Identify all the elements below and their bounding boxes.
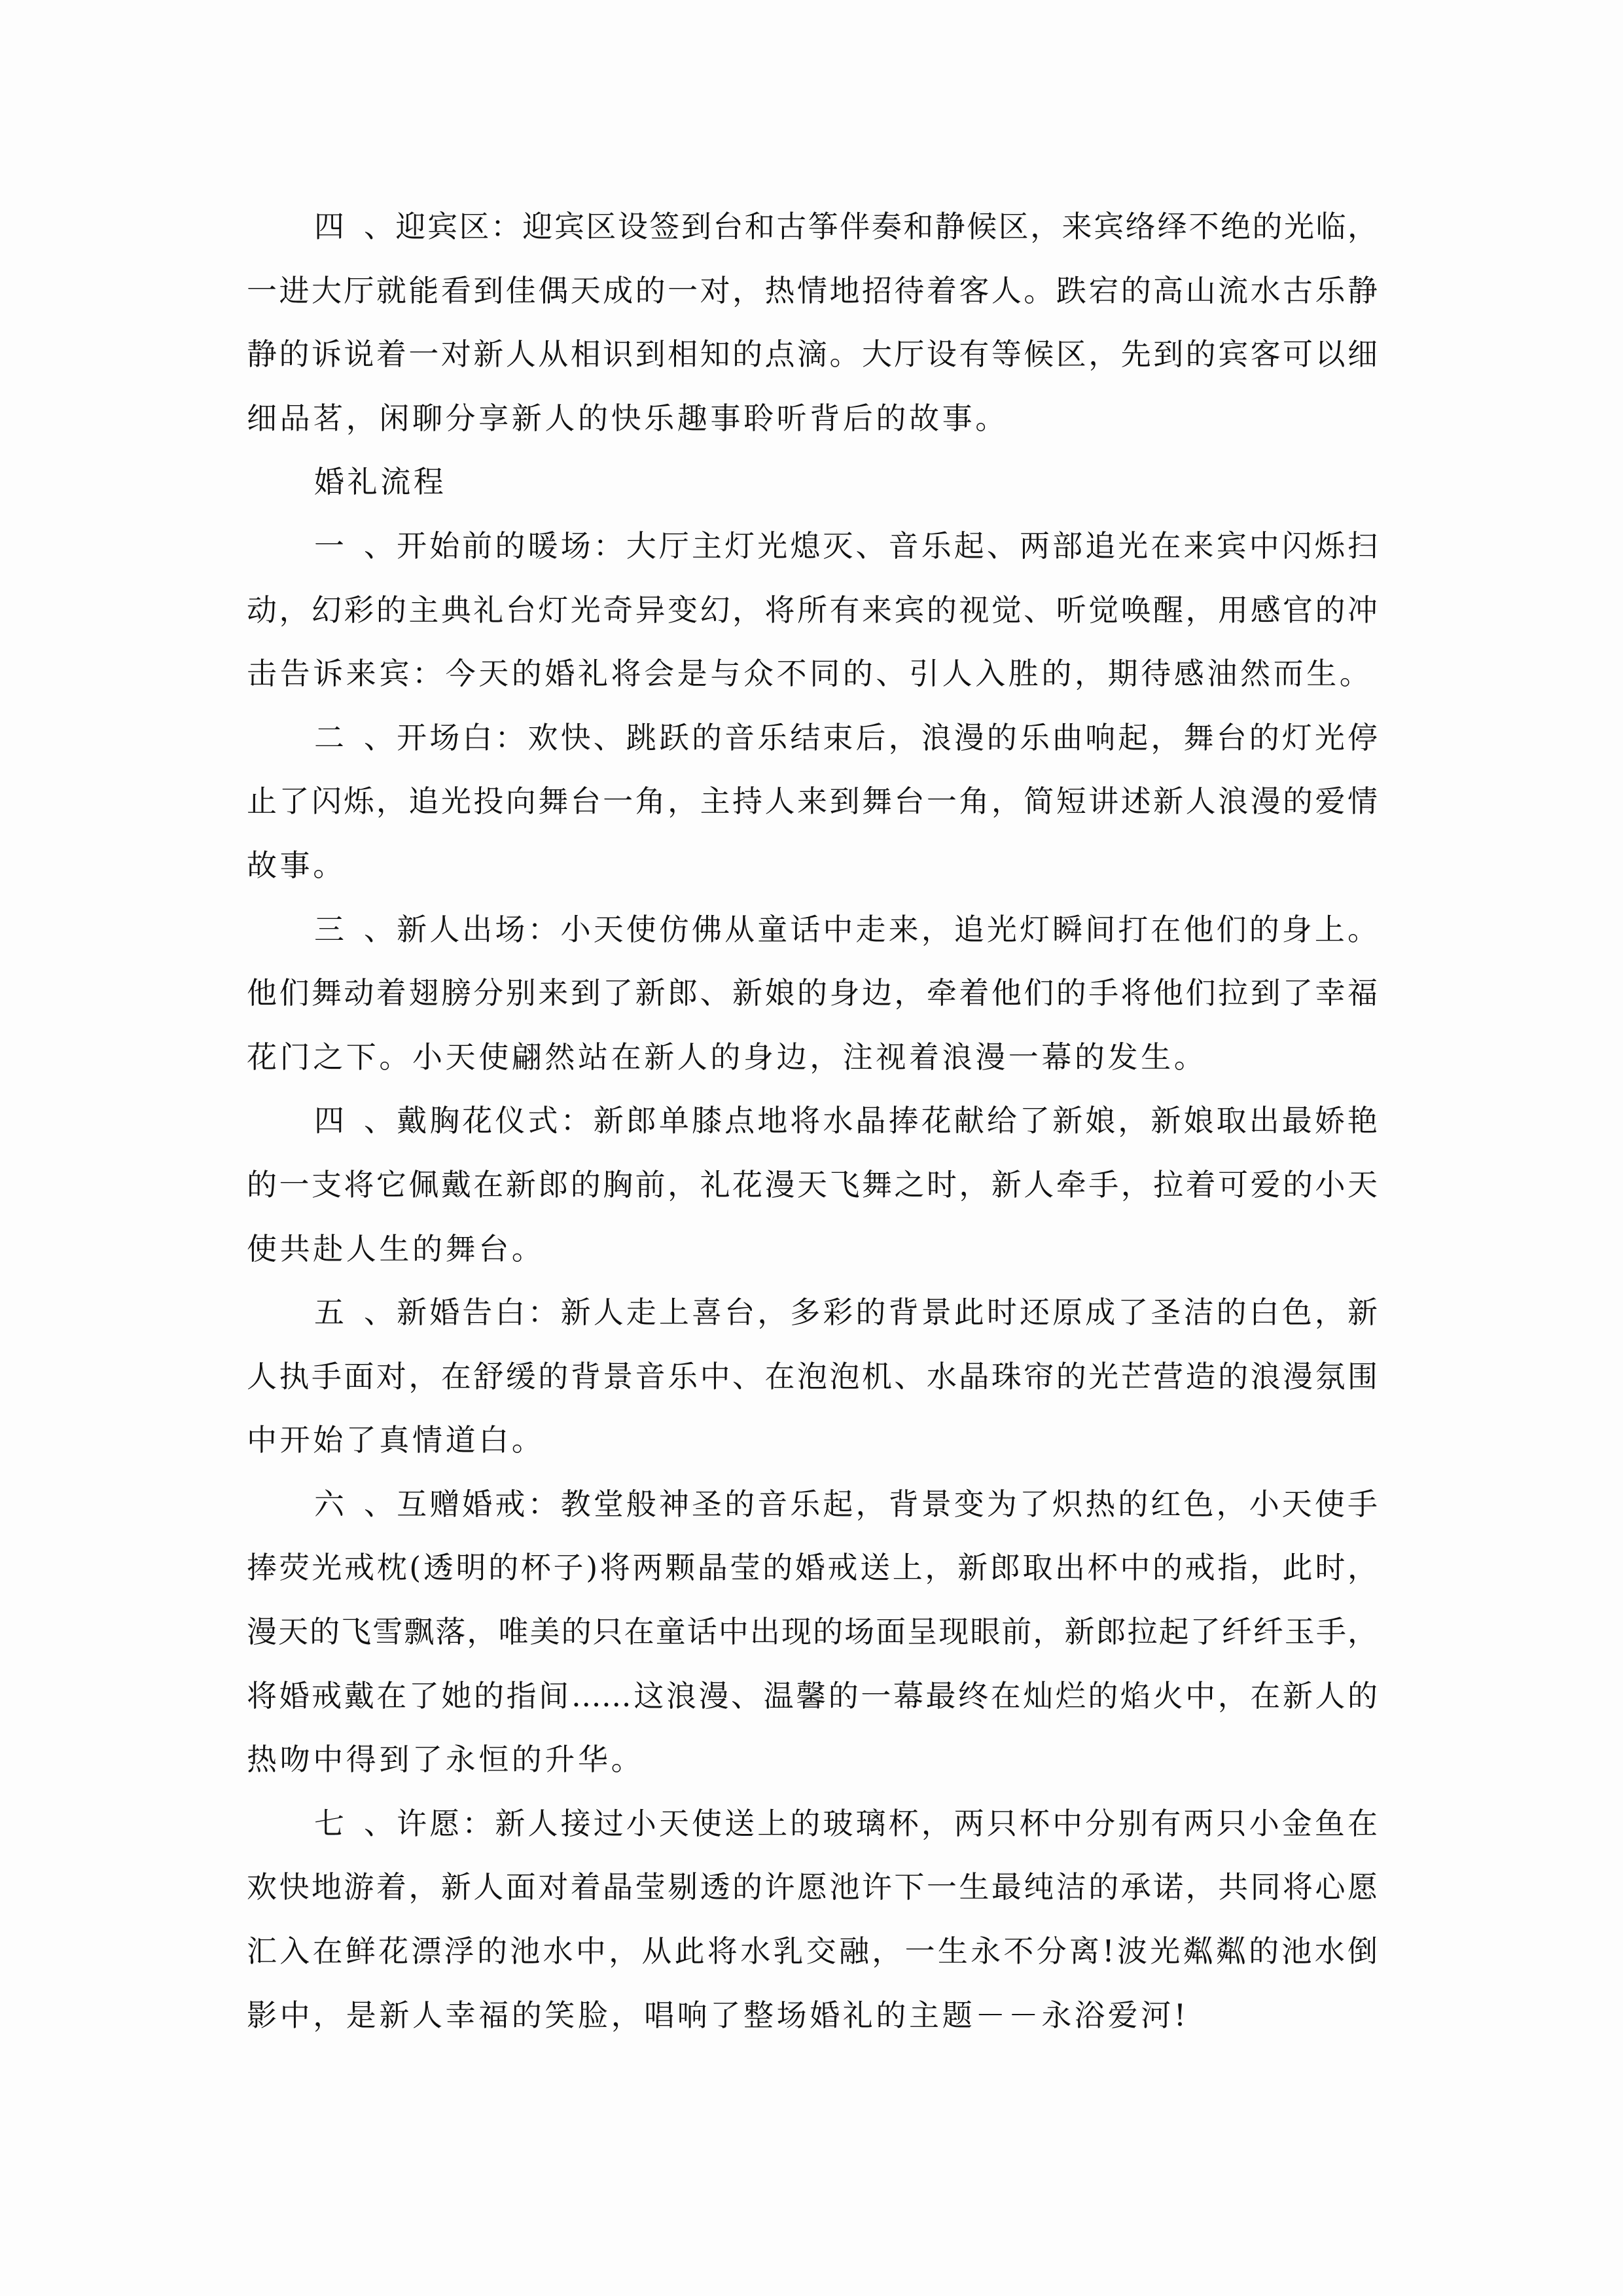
text-line: 汇入在鲜花漂浮的池水中，从此将水乳交融，一生永不分离!波光粼粼的池水倒 xyxy=(247,1933,1378,1969)
item-title: 互赠婚戒： xyxy=(394,1486,561,1522)
paragraph-corsage-ceremony xyxy=(247,1089,1378,1281)
text-line xyxy=(247,195,1378,259)
text-line: 热吻中得到了永恒的升华。 xyxy=(247,1742,645,1778)
paragraph-welcome-area xyxy=(247,195,1378,450)
item-text: 新人走上喜台，多彩的背景此时还原成了圣洁的白色，新 xyxy=(560,1295,1378,1331)
item-number: 五、 xyxy=(314,1295,394,1331)
item-number: 四、 xyxy=(314,1103,394,1139)
text-line: 漫天的飞雪飘落，唯美的只在童话中出现的场面呈现眼前，新郎拉起了纤纤玉手， xyxy=(247,1614,1378,1650)
text-line xyxy=(247,1089,1378,1153)
heading-text: 婚礼流程 xyxy=(314,464,447,500)
item-number: 二、 xyxy=(314,719,394,755)
item-text: 小天使仿佛从童话中走来，追光灯瞬间打在他们的身上。 xyxy=(560,911,1378,947)
item-title: 迎宾区： xyxy=(394,209,523,244)
text-line: 的一支将它佩戴在新郎的胸前，礼花漫天飞舞之时，新人牵手，拉着可爱的小天 xyxy=(247,1166,1378,1202)
text-line: 将婚戒戴在了她的指间……这浪漫、温馨的一幕最终在灿烂的焰火中，在新人的 xyxy=(247,1677,1378,1713)
paragraph-wishing xyxy=(247,1792,1378,2047)
item-number: 七、 xyxy=(314,1805,394,1841)
text-line: 影中，是新人幸福的笑脸，唱响了整场婚礼的主题－－永浴爱河! xyxy=(247,1997,1189,2033)
text-line: 欢快地游着，新人面对着晶莹剔透的许愿池许下一生最纯洁的承诺，共同将心愿 xyxy=(247,1869,1378,1905)
item-text: 大厅主灯光熄灭、音乐起、两部追光在来宾中闪烁扫 xyxy=(626,528,1378,564)
text-line xyxy=(247,1281,1378,1345)
text-line xyxy=(247,898,1378,962)
item-title: 开场白： xyxy=(394,719,528,755)
document-body xyxy=(247,195,1378,2047)
section-heading-wedding-process xyxy=(247,450,1378,514)
text-line xyxy=(247,1792,1378,1856)
paragraph-opening-speech xyxy=(247,706,1378,898)
item-number: 一、 xyxy=(314,528,394,564)
item-text: 新人接过小天使送上的玻璃杯，两只杯中分别有两只小金鱼在 xyxy=(495,1805,1378,1841)
paragraph-warmup xyxy=(247,514,1378,706)
item-title: 新婚告白： xyxy=(394,1295,561,1331)
item-text: 欢快、跳跃的音乐结束后，浪漫的乐曲响起，舞台的灯光停 xyxy=(527,719,1378,755)
text-line: 静的诉说着一对新人从相识到相知的点滴。大厅设有等候区，先到的宾客可以细 xyxy=(247,336,1378,372)
item-number: 六、 xyxy=(314,1486,394,1522)
text-line: 人执手面对，在舒缓的背景音乐中、在泡泡机、水晶珠帘的光芒营造的浪漫氛围 xyxy=(247,1358,1378,1394)
text-line: 使共赴人生的舞台。 xyxy=(247,1230,545,1266)
text-line xyxy=(247,706,1378,770)
item-text: 教堂般神圣的音乐起，背景变为了炽热的红色，小天使手 xyxy=(560,1486,1378,1522)
paragraph-couple-entrance xyxy=(247,898,1378,1090)
text-line: 一进大厅就能看到佳偶天成的一对，热情地招待着客人。跌宕的高山流水古乐静 xyxy=(247,272,1378,308)
text-line: 细品茗，闲聊分享新人的快乐趣事聆听背后的故事。 xyxy=(247,400,1008,436)
item-text: 新郎单膝点地将水晶捧花献给了新娘，新娘取出最娇艳 xyxy=(593,1103,1378,1139)
text-line xyxy=(247,514,1378,579)
text-line: 止了闪烁，追光投向舞台一角，主持人来到舞台一角，简短讲述新人浪漫的爱情 xyxy=(247,783,1378,819)
item-title: 新人出场： xyxy=(394,911,561,947)
paragraph-ring-exchange xyxy=(247,1473,1378,1792)
paragraph-wedding-vows xyxy=(247,1281,1378,1473)
text-line: 动，幻彩的主典礼台灯光奇异变幻，将所有来宾的视觉、听觉唤醒，用感官的冲 xyxy=(247,592,1378,628)
item-title: 许愿： xyxy=(394,1805,495,1841)
item-number: 四、 xyxy=(314,209,394,244)
item-title: 开始前的暖场： xyxy=(394,528,626,564)
text-line: 故事。 xyxy=(247,847,346,883)
text-line: 他们舞动着翅膀分别来到了新郎、新娘的身边，牵着他们的手将他们拉到了幸福 xyxy=(247,975,1378,1011)
text-line: 花门之下。小天使翩然站在新人的身边，注视着浪漫一幕的发生。 xyxy=(247,1039,1207,1075)
item-number: 三、 xyxy=(314,911,394,947)
item-title: 戴胸花仪式： xyxy=(394,1103,594,1139)
text-line xyxy=(247,1473,1378,1537)
text-line: 击告诉来宾：今天的婚礼将会是与众不同的、引人入胜的，期待感油然而生。 xyxy=(247,656,1373,692)
item-text: 迎宾区设签到台和古筝伴奏和静候区，来宾络绎不绝的光临， xyxy=(522,209,1378,244)
text-line: 中开始了真情道白。 xyxy=(247,1422,545,1458)
text-line: 捧荧光戒枕(透明的杯子)将两颗晶莹的婚戒送上，新郎取出杯中的戒指，此时， xyxy=(247,1550,1378,1586)
